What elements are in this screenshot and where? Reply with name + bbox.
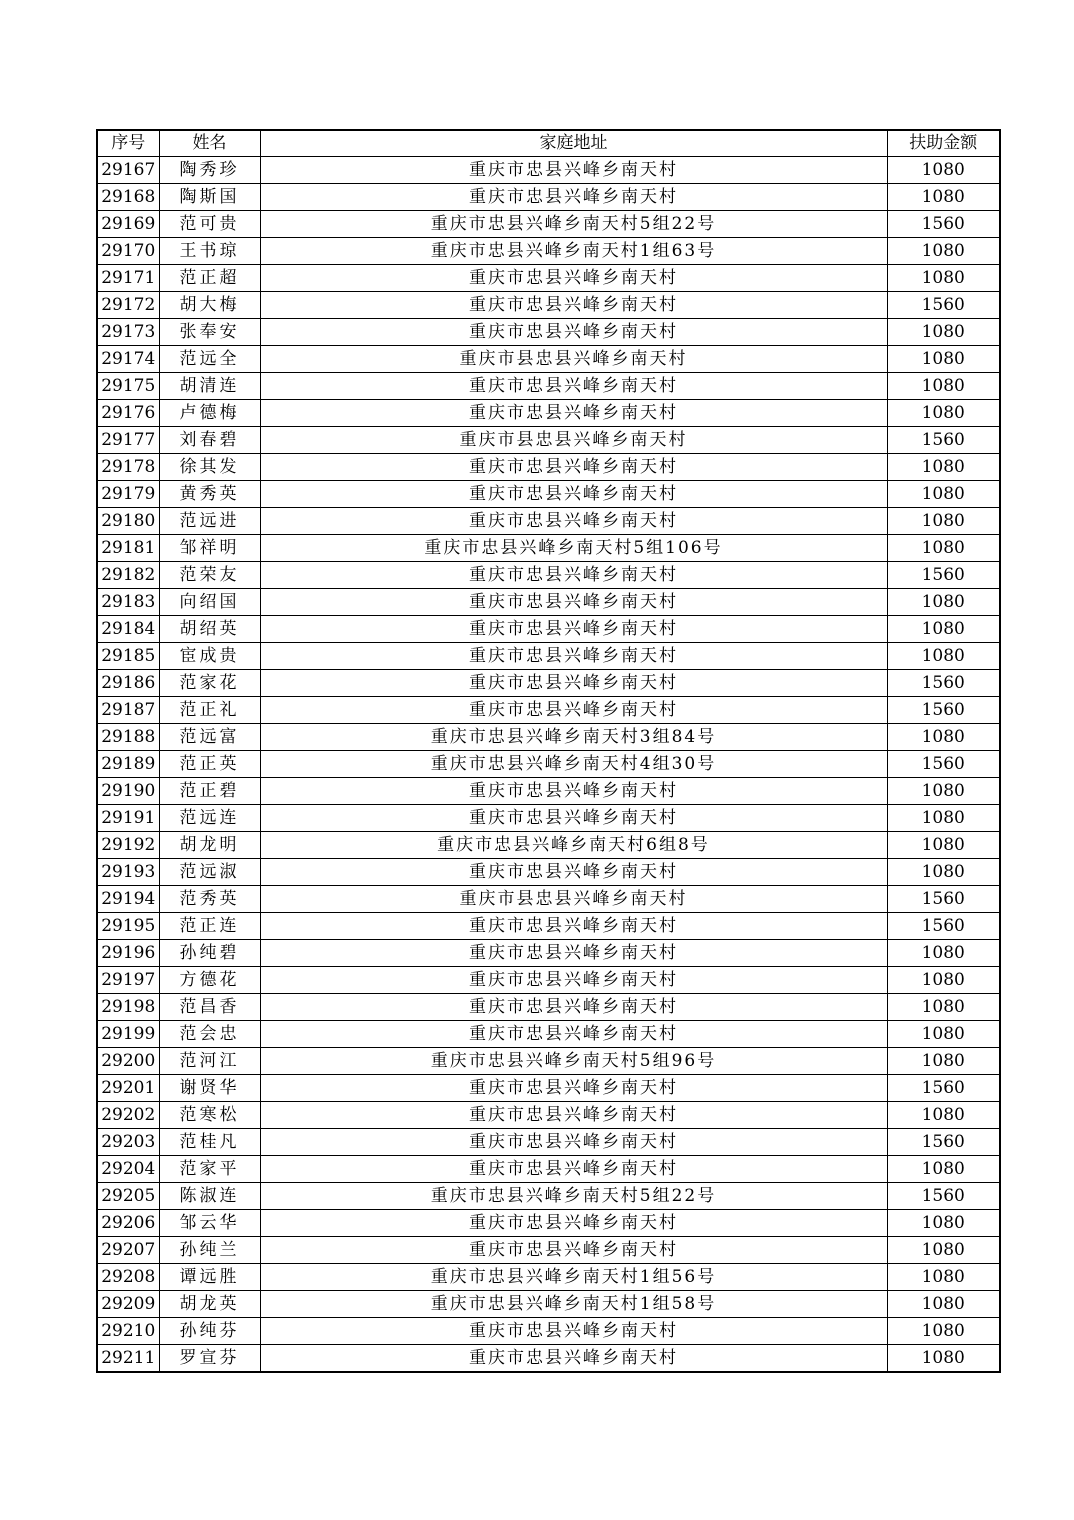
cell-amount: 1080 — [887, 724, 1000, 751]
cell-seq: 29170 — [97, 238, 159, 265]
cell-amount: 1080 — [887, 454, 1000, 481]
table-row — [97, 1264, 1000, 1291]
table-row — [97, 211, 1000, 238]
cell-seq: 29210 — [97, 1318, 159, 1345]
cell-name: 罗宣芬 — [159, 1345, 260, 1373]
table-row — [97, 913, 1000, 940]
cell-amount: 1560 — [887, 751, 1000, 778]
table-row — [97, 1075, 1000, 1102]
table-row — [97, 967, 1000, 994]
cell-name: 胡大梅 — [159, 292, 260, 319]
cell-seq: 29169 — [97, 211, 159, 238]
cell-seq: 29206 — [97, 1210, 159, 1237]
cell-amount: 1560 — [887, 1075, 1000, 1102]
cell-seq: 29200 — [97, 1048, 159, 1075]
cell-seq: 29180 — [97, 508, 159, 535]
cell-seq: 29211 — [97, 1345, 159, 1373]
cell-address: 重庆市县忠县兴峰乡南天村 — [260, 427, 887, 454]
cell-seq: 29207 — [97, 1237, 159, 1264]
table-row — [97, 886, 1000, 913]
table-row — [97, 1210, 1000, 1237]
cell-name: 范会忠 — [159, 1021, 260, 1048]
cell-address: 重庆市忠县兴峰乡南天村 — [260, 1318, 887, 1345]
table-row — [97, 940, 1000, 967]
cell-seq: 29186 — [97, 670, 159, 697]
cell-name: 孙纯碧 — [159, 940, 260, 967]
cell-seq: 29168 — [97, 184, 159, 211]
cell-address: 重庆市忠县兴峰乡南天村 — [260, 913, 887, 940]
cell-name: 范远进 — [159, 508, 260, 535]
cell-amount: 1080 — [887, 940, 1000, 967]
cell-seq: 29179 — [97, 481, 159, 508]
table-row — [97, 994, 1000, 1021]
table-row — [97, 292, 1000, 319]
cell-amount: 1080 — [887, 1048, 1000, 1075]
cell-name: 范家花 — [159, 670, 260, 697]
cell-address: 重庆市忠县兴峰乡南天村 — [260, 670, 887, 697]
cell-amount: 1080 — [887, 1102, 1000, 1129]
cell-seq: 29196 — [97, 940, 159, 967]
cell-address: 重庆市县忠县兴峰乡南天村 — [260, 346, 887, 373]
table-row — [97, 805, 1000, 832]
table-row — [97, 184, 1000, 211]
header-address: 家庭地址 — [260, 130, 887, 157]
cell-address: 重庆市忠县兴峰乡南天村 — [260, 643, 887, 670]
cell-seq: 29192 — [97, 832, 159, 859]
cell-amount: 1080 — [887, 265, 1000, 292]
cell-amount: 1560 — [887, 670, 1000, 697]
cell-seq: 29197 — [97, 967, 159, 994]
cell-seq: 29176 — [97, 400, 159, 427]
cell-address: 重庆市忠县兴峰乡南天村3组84号 — [260, 724, 887, 751]
cell-seq: 29185 — [97, 643, 159, 670]
table-header — [97, 130, 1000, 157]
cell-name: 范寒松 — [159, 1102, 260, 1129]
cell-seq: 29173 — [97, 319, 159, 346]
cell-name: 范远全 — [159, 346, 260, 373]
cell-address: 重庆市忠县兴峰乡南天村 — [260, 184, 887, 211]
cell-seq: 29205 — [97, 1183, 159, 1210]
cell-amount: 1080 — [887, 319, 1000, 346]
table-row — [97, 778, 1000, 805]
table-row — [97, 535, 1000, 562]
cell-seq: 29184 — [97, 616, 159, 643]
cell-address: 重庆市忠县兴峰乡南天村 — [260, 319, 887, 346]
table-row — [97, 1318, 1000, 1345]
cell-amount: 1560 — [887, 1129, 1000, 1156]
cell-address: 重庆市忠县兴峰乡南天村 — [260, 859, 887, 886]
cell-name: 范远淑 — [159, 859, 260, 886]
cell-address: 重庆市忠县兴峰乡南天村 — [260, 1075, 887, 1102]
cell-seq: 29171 — [97, 265, 159, 292]
table-body — [97, 157, 1000, 1373]
cell-address: 重庆市忠县兴峰乡南天村 — [260, 994, 887, 1021]
cell-address: 重庆市忠县兴峰乡南天村 — [260, 292, 887, 319]
cell-amount: 1080 — [887, 589, 1000, 616]
cell-amount: 1080 — [887, 859, 1000, 886]
cell-amount: 1080 — [887, 805, 1000, 832]
cell-address: 重庆市忠县兴峰乡南天村 — [260, 265, 887, 292]
cell-name: 胡龙英 — [159, 1291, 260, 1318]
cell-amount: 1560 — [887, 697, 1000, 724]
cell-amount: 1080 — [887, 1345, 1000, 1373]
table-row — [97, 481, 1000, 508]
cell-name: 范家平 — [159, 1156, 260, 1183]
cell-amount: 1080 — [887, 184, 1000, 211]
cell-amount: 1560 — [887, 292, 1000, 319]
cell-name: 范正礼 — [159, 697, 260, 724]
cell-amount: 1080 — [887, 1291, 1000, 1318]
table-row — [97, 859, 1000, 886]
cell-name: 陈淑连 — [159, 1183, 260, 1210]
table-row — [97, 1102, 1000, 1129]
cell-address: 重庆市忠县兴峰乡南天村5组22号 — [260, 1183, 887, 1210]
cell-seq: 29175 — [97, 373, 159, 400]
cell-amount: 1080 — [887, 157, 1000, 184]
cell-address: 重庆市忠县兴峰乡南天村 — [260, 967, 887, 994]
cell-amount: 1560 — [887, 562, 1000, 589]
cell-amount: 1080 — [887, 1264, 1000, 1291]
cell-address: 重庆市忠县兴峰乡南天村6组8号 — [260, 832, 887, 859]
cell-amount: 1560 — [887, 913, 1000, 940]
cell-seq: 29183 — [97, 589, 159, 616]
header-seq: 序号 — [97, 130, 159, 157]
cell-address: 重庆市忠县兴峰乡南天村 — [260, 1102, 887, 1129]
cell-amount: 1080 — [887, 1210, 1000, 1237]
cell-amount: 1080 — [887, 967, 1000, 994]
cell-address: 重庆市忠县兴峰乡南天村 — [260, 1237, 887, 1264]
cell-seq: 29195 — [97, 913, 159, 940]
table-row — [97, 373, 1000, 400]
cell-address: 重庆市忠县兴峰乡南天村 — [260, 589, 887, 616]
cell-name: 陶斯国 — [159, 184, 260, 211]
table-row — [97, 1048, 1000, 1075]
cell-name: 向绍国 — [159, 589, 260, 616]
cell-seq: 29208 — [97, 1264, 159, 1291]
cell-amount: 1560 — [887, 1183, 1000, 1210]
cell-seq: 29191 — [97, 805, 159, 832]
cell-address: 重庆市忠县兴峰乡南天村 — [260, 562, 887, 589]
cell-address: 重庆市忠县兴峰乡南天村 — [260, 697, 887, 724]
cell-address: 重庆市忠县兴峰乡南天村 — [260, 454, 887, 481]
table-row — [97, 1021, 1000, 1048]
cell-address: 重庆市忠县兴峰乡南天村 — [260, 1345, 887, 1373]
cell-name: 刘春碧 — [159, 427, 260, 454]
cell-seq: 29182 — [97, 562, 159, 589]
cell-seq: 29190 — [97, 778, 159, 805]
cell-address: 重庆市忠县兴峰乡南天村5组22号 — [260, 211, 887, 238]
cell-name: 谢贤华 — [159, 1075, 260, 1102]
table-row — [97, 562, 1000, 589]
table-row — [97, 670, 1000, 697]
cell-address: 重庆市忠县兴峰乡南天村 — [260, 1156, 887, 1183]
table-row — [97, 427, 1000, 454]
cell-address: 重庆市忠县兴峰乡南天村1组63号 — [260, 238, 887, 265]
cell-seq: 29204 — [97, 1156, 159, 1183]
cell-seq: 29174 — [97, 346, 159, 373]
cell-name: 范远富 — [159, 724, 260, 751]
cell-amount: 1560 — [887, 211, 1000, 238]
cell-seq: 29187 — [97, 697, 159, 724]
table-row — [97, 319, 1000, 346]
cell-name: 邹云华 — [159, 1210, 260, 1237]
cell-address: 重庆市忠县兴峰乡南天村 — [260, 1210, 887, 1237]
cell-name: 孙纯兰 — [159, 1237, 260, 1264]
cell-seq: 29188 — [97, 724, 159, 751]
cell-seq: 29209 — [97, 1291, 159, 1318]
table-row — [97, 454, 1000, 481]
table-row — [97, 832, 1000, 859]
table-row — [97, 157, 1000, 184]
cell-seq: 29193 — [97, 859, 159, 886]
cell-amount: 1080 — [887, 616, 1000, 643]
cell-amount: 1080 — [887, 643, 1000, 670]
table-row — [97, 1291, 1000, 1318]
header-name: 姓名 — [159, 130, 260, 157]
cell-address: 重庆市忠县兴峰乡南天村 — [260, 400, 887, 427]
cell-address: 重庆市忠县兴峰乡南天村 — [260, 616, 887, 643]
cell-address: 重庆市忠县兴峰乡南天村 — [260, 805, 887, 832]
cell-address: 重庆市忠县兴峰乡南天村1组58号 — [260, 1291, 887, 1318]
cell-address: 重庆市忠县兴峰乡南天村5组96号 — [260, 1048, 887, 1075]
cell-name: 卢德梅 — [159, 400, 260, 427]
cell-seq: 29181 — [97, 535, 159, 562]
cell-address: 重庆市忠县兴峰乡南天村 — [260, 940, 887, 967]
cell-amount: 1560 — [887, 427, 1000, 454]
cell-name: 范正连 — [159, 913, 260, 940]
cell-address: 重庆市忠县兴峰乡南天村4组30号 — [260, 751, 887, 778]
table-row — [97, 238, 1000, 265]
cell-name: 范正碧 — [159, 778, 260, 805]
table-row — [97, 697, 1000, 724]
cell-address: 重庆市忠县兴峰乡南天村 — [260, 508, 887, 535]
cell-name: 胡龙明 — [159, 832, 260, 859]
cell-amount: 1080 — [887, 1318, 1000, 1345]
cell-address: 重庆市忠县兴峰乡南天村5组106号 — [260, 535, 887, 562]
cell-name: 徐其发 — [159, 454, 260, 481]
table-row — [97, 751, 1000, 778]
cell-amount: 1080 — [887, 400, 1000, 427]
cell-amount: 1080 — [887, 832, 1000, 859]
cell-name: 范可贵 — [159, 211, 260, 238]
table-row — [97, 1345, 1000, 1373]
cell-amount: 1080 — [887, 346, 1000, 373]
cell-name: 范桂凡 — [159, 1129, 260, 1156]
cell-name: 范正英 — [159, 751, 260, 778]
cell-amount: 1080 — [887, 535, 1000, 562]
cell-address: 重庆市忠县兴峰乡南天村 — [260, 157, 887, 184]
cell-name: 范正超 — [159, 265, 260, 292]
cell-amount: 1080 — [887, 778, 1000, 805]
cell-seq: 29189 — [97, 751, 159, 778]
cell-name: 胡清连 — [159, 373, 260, 400]
cell-seq: 29201 — [97, 1075, 159, 1102]
cell-name: 邹祥明 — [159, 535, 260, 562]
cell-amount: 1080 — [887, 994, 1000, 1021]
cell-name: 范远连 — [159, 805, 260, 832]
roster-table — [96, 129, 1001, 1373]
cell-address: 重庆市忠县兴峰乡南天村 — [260, 778, 887, 805]
cell-amount: 1080 — [887, 373, 1000, 400]
cell-name: 范河江 — [159, 1048, 260, 1075]
cell-seq: 29172 — [97, 292, 159, 319]
cell-name: 范昌香 — [159, 994, 260, 1021]
cell-name: 范荣友 — [159, 562, 260, 589]
cell-seq: 29194 — [97, 886, 159, 913]
table-row — [97, 1183, 1000, 1210]
cell-amount: 1080 — [887, 1156, 1000, 1183]
cell-address: 重庆市忠县兴峰乡南天村 — [260, 1021, 887, 1048]
table-row — [97, 589, 1000, 616]
cell-name: 范秀英 — [159, 886, 260, 913]
cell-name: 孙纯芬 — [159, 1318, 260, 1345]
header-amount: 扶助金额 — [887, 130, 1000, 157]
cell-seq: 29177 — [97, 427, 159, 454]
cell-address: 重庆市忠县兴峰乡南天村 — [260, 481, 887, 508]
table-row — [97, 724, 1000, 751]
cell-seq: 29167 — [97, 157, 159, 184]
cell-address: 重庆市忠县兴峰乡南天村 — [260, 1129, 887, 1156]
table-row — [97, 616, 1000, 643]
cell-address: 重庆市忠县兴峰乡南天村1组56号 — [260, 1264, 887, 1291]
cell-name: 黄秀英 — [159, 481, 260, 508]
cell-seq: 29199 — [97, 1021, 159, 1048]
cell-amount: 1080 — [887, 508, 1000, 535]
cell-name: 胡绍英 — [159, 616, 260, 643]
cell-name: 宦成贵 — [159, 643, 260, 670]
cell-seq: 29198 — [97, 994, 159, 1021]
cell-name: 谭远胜 — [159, 1264, 260, 1291]
table-row — [97, 265, 1000, 292]
table-row — [97, 346, 1000, 373]
cell-address: 重庆市忠县兴峰乡南天村 — [260, 373, 887, 400]
cell-name: 张奉安 — [159, 319, 260, 346]
cell-amount: 1080 — [887, 1237, 1000, 1264]
table-row — [97, 1129, 1000, 1156]
cell-name: 王书琼 — [159, 238, 260, 265]
cell-name: 方德花 — [159, 967, 260, 994]
cell-amount: 1080 — [887, 481, 1000, 508]
header-row — [97, 130, 1000, 157]
cell-name: 陶秀珍 — [159, 157, 260, 184]
table-row — [97, 508, 1000, 535]
cell-amount: 1080 — [887, 238, 1000, 265]
table-row — [97, 400, 1000, 427]
cell-seq: 29202 — [97, 1102, 159, 1129]
table-row — [97, 1156, 1000, 1183]
cell-address: 重庆市县忠县兴峰乡南天村 — [260, 886, 887, 913]
cell-seq: 29203 — [97, 1129, 159, 1156]
table-row — [97, 1237, 1000, 1264]
cell-amount: 1080 — [887, 1021, 1000, 1048]
cell-amount: 1560 — [887, 886, 1000, 913]
table-row — [97, 643, 1000, 670]
cell-seq: 29178 — [97, 454, 159, 481]
